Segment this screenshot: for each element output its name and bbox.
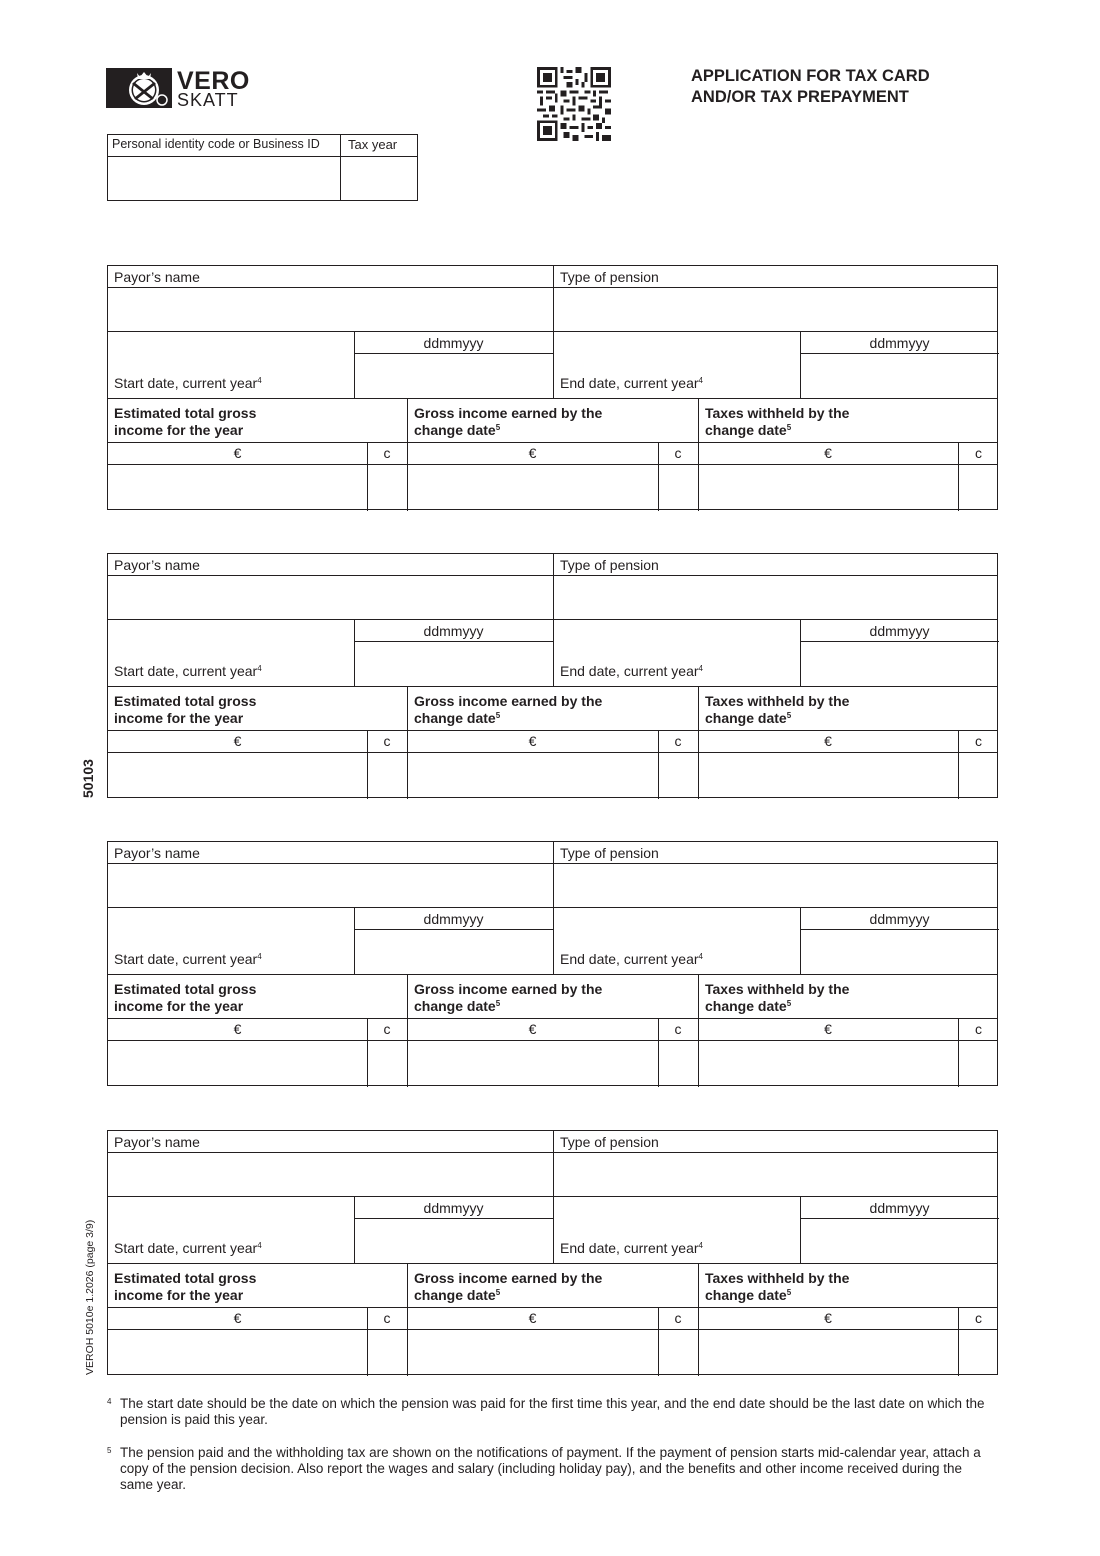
euro-label: € xyxy=(824,1310,832,1326)
taxes-withheld-euro-field[interactable] xyxy=(699,465,958,510)
pension-type-label: Type of pension xyxy=(560,557,659,573)
gross-income-euro-field[interactable] xyxy=(408,1330,658,1375)
taxes-withheld-euro-field[interactable] xyxy=(699,1041,958,1086)
euro-label: € xyxy=(233,445,242,461)
form-code: 50103 xyxy=(80,759,96,798)
euro-label: € xyxy=(824,1021,832,1037)
date-format-label: ddmmyyy xyxy=(869,335,930,351)
estimated-income-label: Estimated total gross income for the year xyxy=(114,693,257,726)
euro-label: € xyxy=(528,733,537,749)
date-format-label: ddmmyyy xyxy=(423,911,484,927)
gross-income-label: Gross income earned by the change date$^5$ xyxy=(414,693,603,726)
estimated-income-label: Estimated total gross income for the year xyxy=(114,405,257,438)
estimated-income-euro-field[interactable] xyxy=(108,465,367,510)
personal-id-label: Personal identity code or Business ID xyxy=(112,137,320,151)
euro-label: € xyxy=(824,445,832,461)
tax-year-label: Tax year xyxy=(348,137,398,152)
pension-block xyxy=(107,553,998,798)
cent-label: c xyxy=(383,733,391,749)
payor-name-label: Payor’s name xyxy=(114,1134,200,1150)
taxes-withheld-euro-field[interactable] xyxy=(699,1330,958,1375)
gross-income-euro-field[interactable] xyxy=(408,465,658,510)
end-date-label: End date, current year$^4$ xyxy=(560,663,703,679)
estimated-income-label: Estimated total gross income for the year xyxy=(114,981,257,1014)
end-date-label: End date, current year$^4$ xyxy=(560,1240,703,1256)
pension-type-label: Type of pension xyxy=(560,269,659,285)
cent-label: c xyxy=(975,445,982,461)
personal-id-field[interactable] xyxy=(108,157,340,201)
tax-year-field[interactable] xyxy=(341,157,418,201)
taxes-withheld-label: Taxes withheld by the change date$^5$ xyxy=(705,981,850,1014)
start-date-field[interactable] xyxy=(355,354,553,398)
end-date-label: End date, current year$^4$ xyxy=(560,951,703,967)
logo-skatt-text: SKATT xyxy=(177,90,239,110)
pension-type-label: Type of pension xyxy=(560,845,659,861)
cent-label: c xyxy=(674,733,682,749)
end-date-field[interactable] xyxy=(801,930,999,974)
footnote-number: 5 xyxy=(107,1446,112,1455)
end-date-field[interactable] xyxy=(801,354,999,398)
taxes-withheld-cent-field[interactable] xyxy=(959,1330,999,1375)
pension-block xyxy=(107,841,998,1086)
start-date-label: Start date, current year$^4$ xyxy=(114,375,262,391)
start-date-field[interactable] xyxy=(355,642,553,686)
pension-type-label: Type of pension xyxy=(560,1134,659,1150)
pension-block xyxy=(107,265,998,510)
pension-type-field[interactable] xyxy=(554,1153,999,1196)
date-format-label: ddmmyyy xyxy=(423,1200,484,1216)
cent-label: c xyxy=(383,1310,391,1326)
date-format-label: ddmmyyy xyxy=(869,911,930,927)
logo-vero-text: VERO xyxy=(177,67,250,95)
payor-name-label: Payor’s name xyxy=(114,269,200,285)
euro-label: € xyxy=(528,1310,537,1326)
pension-type-field[interactable] xyxy=(554,288,999,331)
cent-label: c xyxy=(674,1310,682,1326)
title-line-1: APPLICATION FOR TAX CARD xyxy=(691,67,930,85)
euro-label: € xyxy=(233,1021,242,1037)
cent-label: c xyxy=(383,445,391,461)
qr-code-icon xyxy=(537,67,611,141)
footnote-text: The pension paid and the withholding tax are shown on the notifications of payment. If the payment of pension starts mid-calendar year, attach a copy of the pension decision. Also report the wages and salary (including holiday pay), and the benefits and other income received during the same year. xyxy=(120,1445,981,1492)
date-format-label: ddmmyyy xyxy=(869,1200,930,1216)
cent-label: c xyxy=(383,1021,391,1037)
start-date-field[interactable] xyxy=(355,930,553,974)
payor-name-label: Payor’s name xyxy=(114,557,200,573)
title-line-2: AND/OR TAX PREPAYMENT xyxy=(691,88,909,106)
pension-block xyxy=(107,1130,998,1375)
gross-income-cent-field[interactable] xyxy=(659,1041,698,1086)
form-version: VEROH 5010e 1.2026 (page 3/9) xyxy=(84,1219,96,1375)
payor-name-field[interactable] xyxy=(108,864,553,907)
cent-label: c xyxy=(975,1021,982,1037)
pension-type-field[interactable] xyxy=(554,864,999,907)
gross-income-cent-field[interactable] xyxy=(659,465,698,510)
date-format-label: ddmmyyy xyxy=(423,335,484,351)
footnote-number: 4 xyxy=(107,1397,112,1406)
payor-name-label: Payor’s name xyxy=(114,845,200,861)
end-date-label: End date, current year$^4$ xyxy=(560,375,703,391)
euro-label: € xyxy=(233,733,242,749)
cent-label: c xyxy=(975,1310,982,1326)
euro-label: € xyxy=(528,445,537,461)
gross-income-label: Gross income earned by the change date$^5$ xyxy=(414,1270,603,1303)
gross-income-label: Gross income earned by the change date$^5$ xyxy=(414,405,603,438)
start-date-field[interactable] xyxy=(355,1219,553,1263)
cent-label: c xyxy=(674,445,682,461)
document-title xyxy=(691,66,930,108)
estimated-income-euro-field[interactable] xyxy=(108,1041,367,1086)
taxes-withheld-cent-field[interactable] xyxy=(959,753,999,798)
taxes-withheld-euro-field[interactable] xyxy=(699,753,958,798)
estimated-income-label: Estimated total gross income for the year xyxy=(114,1270,257,1303)
footnote-text: The start date should be the date on which the pension was paid for the first time this year, and the end date should be the last date on which the pension is paid this year. xyxy=(120,1396,985,1427)
estimated-income-euro-field[interactable] xyxy=(108,1330,367,1375)
id-box xyxy=(107,134,418,201)
taxes-withheld-cent-field[interactable] xyxy=(959,465,999,510)
euro-label: € xyxy=(233,1310,242,1326)
cent-label: c xyxy=(674,1021,682,1037)
pension-type-field[interactable] xyxy=(554,576,999,619)
gross-income-euro-field[interactable] xyxy=(408,1041,658,1086)
payor-name-field[interactable] xyxy=(108,288,553,331)
estimated-income-cent-field[interactable] xyxy=(368,465,407,510)
end-date-field[interactable] xyxy=(801,1219,999,1263)
date-format-label: ddmmyyy xyxy=(423,623,484,639)
start-date-label: Start date, current year$^4$ xyxy=(114,951,262,967)
taxes-withheld-label: Taxes withheld by the change date$^5$ xyxy=(705,1270,850,1303)
start-date-label: Start date, current year$^4$ xyxy=(114,1240,262,1256)
taxes-withheld-label: Taxes withheld by the change date$^5$ xyxy=(705,405,850,438)
payor-name-field[interactable] xyxy=(108,1153,553,1196)
euro-label: € xyxy=(824,733,832,749)
cent-label: c xyxy=(975,733,982,749)
estimated-income-cent-field[interactable] xyxy=(368,1041,407,1086)
taxes-withheld-cent-field[interactable] xyxy=(959,1041,999,1086)
estimated-income-euro-field[interactable] xyxy=(108,753,367,798)
payor-name-field[interactable] xyxy=(108,576,553,619)
estimated-income-cent-field[interactable] xyxy=(368,1330,407,1375)
logo-emblem-icon xyxy=(106,68,172,108)
gross-income-label: Gross income earned by the change date$^5$ xyxy=(414,981,603,1014)
euro-label: € xyxy=(528,1021,537,1037)
vero-logo xyxy=(106,67,250,110)
gross-income-cent-field[interactable] xyxy=(659,753,698,798)
date-format-label: ddmmyyy xyxy=(869,623,930,639)
end-date-field[interactable] xyxy=(801,642,999,686)
gross-income-euro-field[interactable] xyxy=(408,753,658,798)
start-date-label: Start date, current year$^4$ xyxy=(114,663,262,679)
estimated-income-cent-field[interactable] xyxy=(368,753,407,798)
gross-income-cent-field[interactable] xyxy=(659,1330,698,1375)
taxes-withheld-label: Taxes withheld by the change date$^5$ xyxy=(705,693,850,726)
